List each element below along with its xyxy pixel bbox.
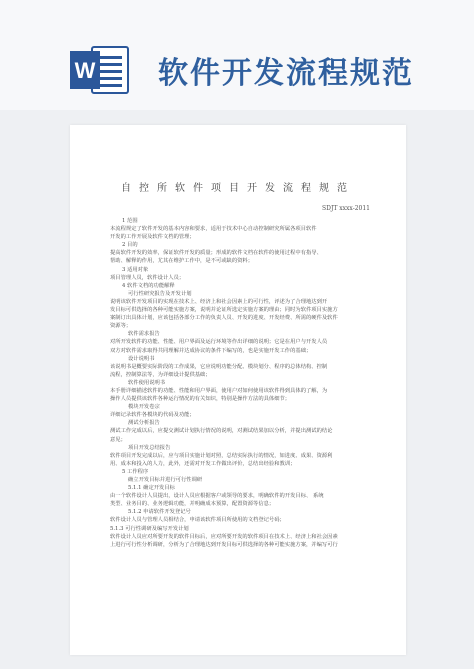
- document-line: 详细记录软件各模块的代码及功能；: [110, 412, 195, 419]
- document-line: 项目开发总结报告: [128, 444, 171, 451]
- document-line: 开发的工作开展及软件文档的管理；: [110, 234, 195, 241]
- word-logo-letter: W: [74, 58, 96, 83]
- document-line: 5 工作程序: [122, 468, 149, 475]
- document-line: 帮助、解释的作用，尤其在维护工作中，是不可或缺的资料；: [110, 258, 254, 265]
- document-line: 上进行可行性分析调研，分析为了合理地达到开发目标可供选择的各种可能实施方案，并编写可行: [110, 541, 338, 548]
- document-line: 软件设计人员应对所要开发的软件目标后，应对所要开发的软件项目在技术上、经济上和社会因素: [110, 533, 338, 540]
- banner: [0, 0, 474, 110]
- document-code: SDJT xxxx-2011: [322, 205, 370, 212]
- document-line: 发目标可供选择的各种可能实施方案，说明并论证所选定实施方案的理由；同时为软件项目实施方: [110, 307, 338, 314]
- document-line: 可行性研究报告及开发计划: [128, 290, 192, 297]
- word-document-icon: [70, 45, 130, 95]
- document-line: 项目管理人员，软件设计人员；: [110, 274, 185, 281]
- document-line: 软件需求报告: [128, 331, 160, 338]
- document-line: 案制订出具体计划，应该包括各部分工作的负责人员、开发的进度、开发经费、所需的硬件及软件: [110, 315, 338, 322]
- document-line: 5.1.2 申请软件开发登记号: [128, 509, 191, 516]
- document-title: 自控所软件项目开发流程规范: [121, 183, 355, 194]
- document-line: 类型、业务目的、业务逻辑功能，并明确成本预算，配置资源等信息；: [110, 501, 275, 508]
- document-line: 4 软件文档的功能解释: [122, 282, 175, 289]
- document-line: 流程，控制算法等，为详细设计提供基础；: [110, 371, 211, 378]
- document-line: 2 目的: [122, 242, 138, 249]
- document-line: 模块开发卷宗: [128, 404, 160, 411]
- document-page: [70, 125, 406, 655]
- document-line: 该说明书是概要实际阶段的工作成果，它应说明功能分配、模块划分、程序的总体结构、控制: [110, 363, 328, 370]
- document-line: 对所开发软件的功能、性能、用户界面及运行环境等作出详细的说明；它是在用户与开发人员: [110, 339, 328, 346]
- document-line: 操作人员提供该软件各种运行情况的有关知识，特别是操作方法的具体细节；: [110, 396, 291, 403]
- document-line: 测试工作完成以后，应提交测试计划执行情况的说明，对测试结果加以分析，并提出测试的结论: [110, 428, 333, 435]
- banner-title: 软件开发流程规范: [158, 56, 414, 91]
- document-line: 资源等；: [110, 323, 132, 330]
- document-line: 5.1.1 确定开发目标: [128, 485, 175, 492]
- document-line: 由一个软件设计人员提出，设计人员应根据客户或领导的要求，明确软件的开发目标、 系统: [110, 493, 324, 500]
- document-line: 本流程规定了软件开发的基本内容和要求，适用于技术中心自动控制研究所属各项目软件: [110, 226, 317, 233]
- document-line: 提高软件开发的效率，保证软件开发的质量；形成的软件文档在软件的使用过程中有指导、: [110, 250, 322, 257]
- document-line: 1 范围: [122, 218, 138, 224]
- document-line: 说明该软件开发项目的实现在技术上、经济上和社会因素上的可行性，评述为了合理地达到开: [110, 298, 328, 305]
- document-line: 软件项目开发完成以后，应与项目实施计划对照，总结实际执行的情况，如进度、成果、资源利: [110, 452, 333, 459]
- document-line: 用、成本和投入的人力，此外，还需对开发工作做出评价，总结出经验和教训；: [110, 460, 296, 467]
- document-line: 确立开发目标并进行可行性调研: [128, 477, 203, 483]
- document-body: [110, 217, 368, 549]
- document-line: 3 适用对象: [122, 266, 149, 273]
- document-line: 软件设计人员与管理人员相结合，申请该软件项目所使用的文档登记号码；: [110, 517, 285, 524]
- document-line: 意见；: [110, 436, 126, 443]
- document-line: 测试分析报告: [128, 420, 160, 427]
- document-line: 软件使用说明书: [128, 379, 166, 386]
- document-line: 5.1.3 可行性调研及编写开发计划: [110, 525, 189, 532]
- document-line: 设计说明书: [128, 355, 155, 362]
- document-line: 本手册详细描述软件的功能、性能和用户界面，使用户对如何使用该软件得到具体的了解，为: [110, 387, 328, 394]
- document-line: 双方对软件需求取得共同理解并达成协议的条件下编写的，也是实施开发工作的基础；: [110, 347, 312, 354]
